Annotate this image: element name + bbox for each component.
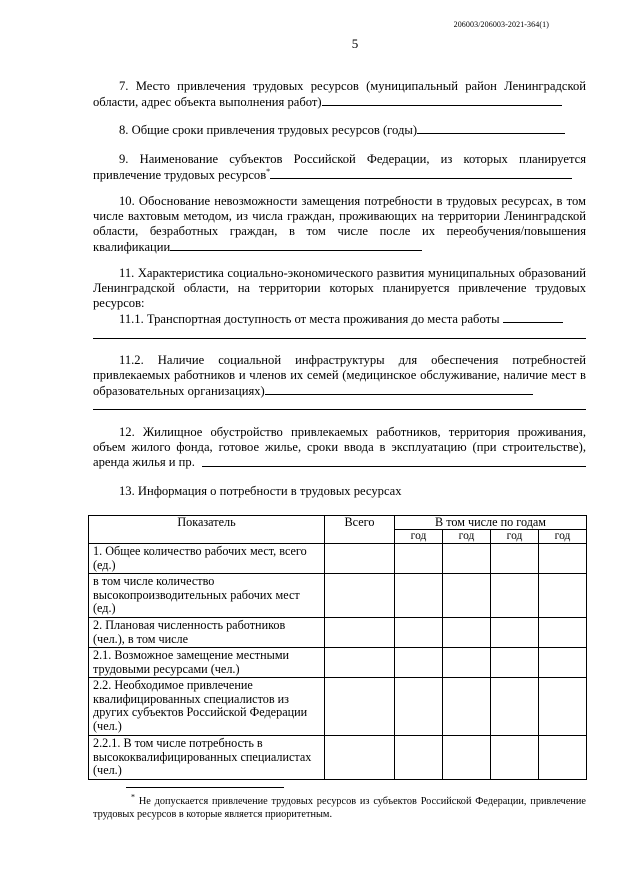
table-cell[interactable] — [325, 544, 395, 574]
item-11: 11. Характеристика социально-экономического развития муниципальных образований Ленинградской области, на территории которых планируется привлечение трудовых ресурсов: — [93, 266, 586, 310]
item-11-1-blank — [503, 311, 563, 323]
item-11-1-text: 11.1. Транспортная доступность от места проживания до места работы — [119, 312, 500, 326]
table-cell[interactable] — [443, 618, 491, 648]
item-11-1 — [93, 311, 586, 327]
header-year: год — [491, 530, 539, 544]
item-9 — [93, 152, 586, 183]
row-label: 1. Общее количество рабочих мест, всего (ед.) — [89, 544, 325, 574]
table-row — [89, 618, 587, 648]
table-cell[interactable] — [325, 648, 395, 678]
table-cell[interactable] — [539, 678, 587, 736]
item-10 — [93, 194, 586, 255]
item-7-blank — [322, 94, 562, 106]
item-7-text: 7. Место привлечения трудовых ресурсов (муниципальный район Ленинградской области, адрес объекта выполнения работ) — [93, 79, 586, 109]
item-9-footnote-mark: * — [266, 166, 271, 176]
item-8-blank — [417, 122, 565, 134]
header-by-years: В том числе по годам — [395, 516, 587, 530]
item-10-text: 10. Обоснование невозможности замещения потребности в трудовых ресурсах, в том числе вахтовым методом, из числа граждан, проживающих на территории Ленинградской области, безработных граждан, в том числе после их переобучения/повышения квалификации — [93, 194, 586, 254]
table-cell[interactable] — [491, 544, 539, 574]
page-number: 5 — [351, 36, 359, 51]
row-label: 2.2.1. В том числе потребность в высококвалифицированных специалистах (чел.) — [89, 736, 325, 780]
table-cell[interactable] — [395, 648, 443, 678]
table-cell[interactable] — [395, 574, 443, 618]
table-cell[interactable] — [395, 618, 443, 648]
item-7 — [93, 79, 586, 110]
labor-needs-table — [88, 515, 587, 780]
table-cell[interactable] — [491, 678, 539, 736]
table-cell[interactable] — [491, 648, 539, 678]
table-cell[interactable] — [539, 648, 587, 678]
blank-line — [93, 409, 586, 410]
table-cell[interactable] — [443, 736, 491, 780]
table-cell[interactable] — [395, 678, 443, 736]
table-row — [89, 544, 587, 574]
header-year: год — [443, 530, 491, 544]
item-8 — [93, 122, 586, 138]
table-cell[interactable] — [443, 648, 491, 678]
document-id: 206003/206003-2021-364(1) — [453, 20, 549, 29]
blank-line — [93, 338, 586, 339]
footnote-mark: * — [131, 792, 135, 802]
row-label: в том числе количество высокопроизводительных рабочих мест (ед.) — [89, 574, 325, 618]
item-8-text: 8. Общие сроки привлечения трудовых ресурсов (годы) — [119, 123, 418, 137]
table-row — [89, 678, 587, 736]
table-cell[interactable] — [491, 736, 539, 780]
header-year: год — [539, 530, 587, 544]
row-label: 2.1. Возможное замещение местными трудовыми ресурсами (чел.) — [89, 648, 325, 678]
item-11-2 — [93, 353, 586, 399]
footnote-separator — [126, 787, 284, 788]
table-cell[interactable] — [325, 678, 395, 736]
table-cell[interactable] — [443, 544, 491, 574]
table-cell[interactable] — [325, 736, 395, 780]
item-11-2-blank — [265, 383, 533, 395]
table-cell[interactable] — [539, 736, 587, 780]
table-row — [89, 648, 587, 678]
table-cell[interactable] — [491, 618, 539, 648]
header-year: год — [395, 530, 443, 544]
table-cell[interactable] — [443, 678, 491, 736]
table-cell[interactable] — [325, 574, 395, 618]
row-label: 2. Плановая численность работников (чел.), в том числе — [89, 618, 325, 648]
table-cell[interactable] — [539, 618, 587, 648]
table-cell[interactable] — [491, 574, 539, 618]
table-cell[interactable] — [395, 736, 443, 780]
table-row — [89, 574, 587, 618]
header-total: Всего — [325, 516, 395, 544]
item-13: 13. Информация о потребности в трудовых ресурсах — [119, 484, 402, 498]
item-10-blank — [170, 239, 422, 251]
footnote — [93, 792, 586, 821]
item-9-blank — [270, 167, 572, 179]
table-cell[interactable] — [443, 574, 491, 618]
item-12: 12. Жилищное обустройство привлекаемых работников, территория проживания, объем жилого фонда, готовое жилье, сроки ввода в эксплуатацию (при строительстве), аренда жилья и пр. — [93, 425, 586, 469]
table-cell[interactable] — [539, 574, 587, 618]
footnote-text: Не допускается привлечение трудовых ресурсов из субъектов Российской Федерации, привлечение трудовых ресурсов в которые является приоритетным. — [93, 796, 586, 820]
header-indicator: Показатель — [89, 516, 325, 544]
table-cell[interactable] — [325, 618, 395, 648]
item-9-text: 9. Наименование субъектов Российской Федерации, из которых планируется привлечение трудовых ресурсов — [93, 152, 586, 182]
table-cell[interactable] — [395, 544, 443, 574]
item-11-2-text: 11.2. Наличие социальной инфраструктуры для обеспечения потребностей привлекаемых работников и членов их семей (медицинское обслуживание, наличие мест в образовательных организациях) — [93, 353, 586, 398]
table-cell[interactable] — [539, 544, 587, 574]
blank-line — [202, 466, 586, 467]
row-label: 2.2. Необходимое привлечение квалифицированных специалистов из других субъектов Российской Федерации (чел.) — [89, 678, 325, 736]
table-row — [89, 736, 587, 780]
